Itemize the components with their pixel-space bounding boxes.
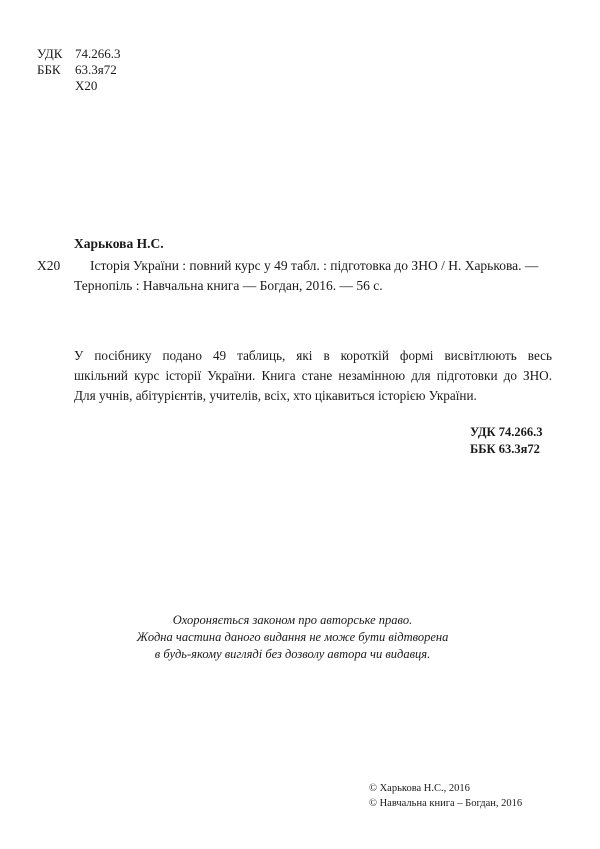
bbk-value: 63.3я72 [75, 62, 117, 77]
author-name: Харькова Н.С. [74, 236, 164, 251]
copyright-notice [100, 612, 485, 663]
udk-line-top [37, 46, 121, 62]
annotation-paragraph [74, 346, 552, 406]
annotation-line: Для учнів, абітурієнтів, учителів, всіх, хто цікавиться історією України. [74, 388, 477, 403]
annotation-line: шкільний курс історії України. Книга стане незамінною для підготовки до ЗНО. [74, 368, 552, 383]
udk-right: УДК 74.266.3 [470, 425, 543, 439]
copyright-notice-line: Жодна частина даного видання не може бути відтворена [136, 630, 449, 644]
title-line: Історія України : повний курс у 49 табл. : підготовка до ЗНО / Н. Харькова. — [90, 258, 539, 273]
annotation-line: У посібнику подано 49 таблиць, які в короткій формі висвітлюють весь [74, 348, 552, 363]
udk-label: УДК [37, 46, 63, 61]
author-mark-bib: Х20 [37, 258, 61, 273]
copyright-notice-line: Охороняється законом про авторське право. [172, 613, 413, 627]
bbk-right: ББК 63.3я72 [470, 442, 540, 456]
copyright-notice-line: в будь-якому вигляді без дозволу автора чи видавця. [154, 647, 431, 661]
copyright-author: © Харькова Н.С., 2016 [369, 783, 470, 794]
copyright-publisher: © Навчальна книга – Богдан, 2016 [369, 798, 523, 809]
udk-value: 74.266.3 [75, 46, 121, 61]
bbk-label: ББК [37, 62, 61, 77]
imprint-line: Тернопіль : Навчальна книга — Богдан, 2016. — 56 с. [74, 278, 383, 293]
bbk-line-top [37, 62, 117, 78]
author-mark-top: Х20 [75, 78, 98, 93]
